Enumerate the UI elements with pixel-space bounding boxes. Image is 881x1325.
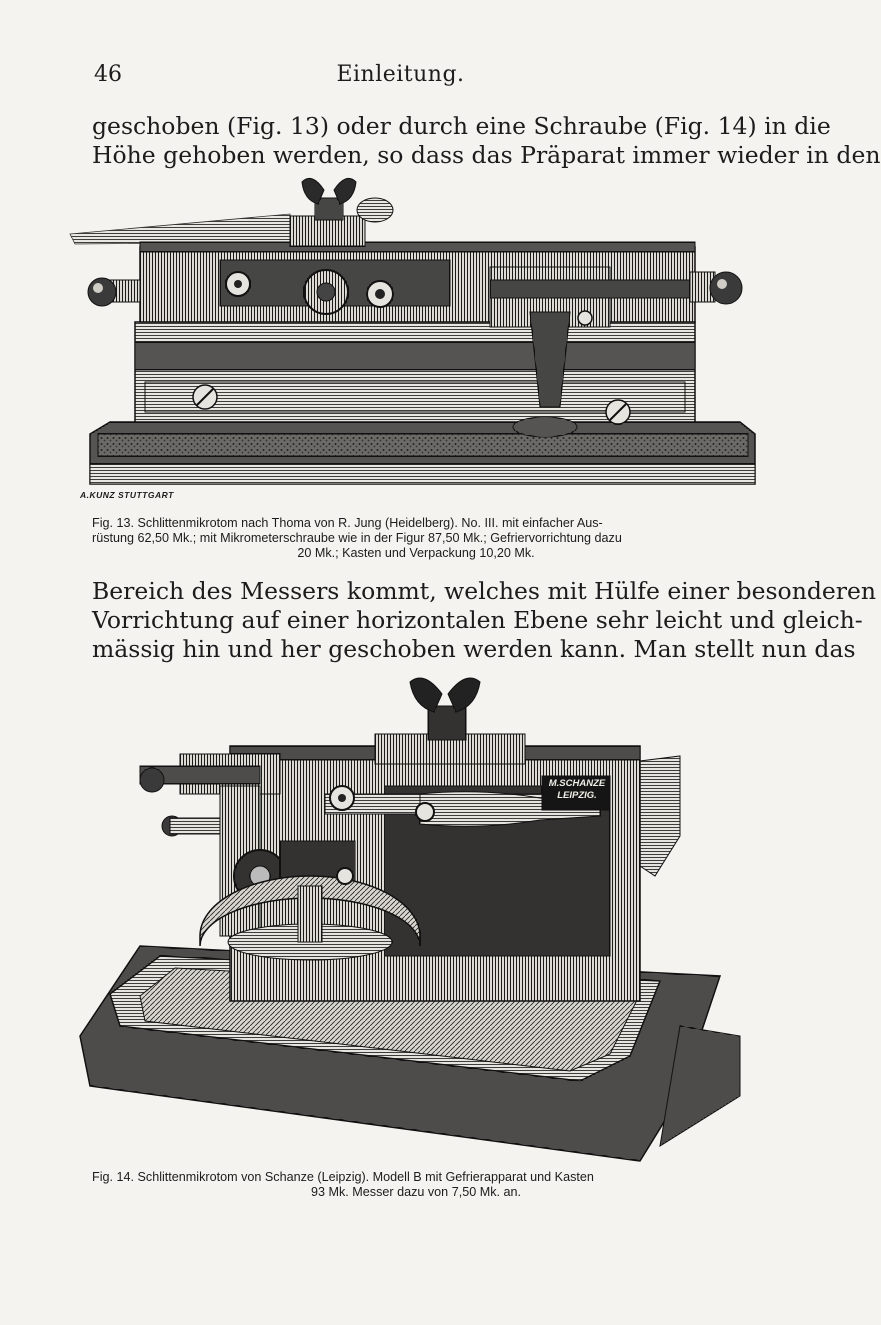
maker-plate-line: LEIPZIG. xyxy=(557,790,597,801)
page-number: 46 xyxy=(94,62,122,87)
figure-13-microtome-engraving xyxy=(70,172,760,492)
caption-line: Fig. 13. Schlittenmikrotom nach Thoma von R. Jung (Heidelberg). No. III. mit einfacher Aus- xyxy=(92,516,603,530)
caption-line: 93 Mk. Messer dazu von 7,50 Mk. an. xyxy=(311,1185,521,1199)
caption-line: 20 Mk.; Kasten und Verpackung 10,20 Mk. xyxy=(297,546,535,560)
engraver-mark: A.KUNZ STUTTGART xyxy=(80,490,174,500)
figure-14-microtome-engraving xyxy=(80,676,745,1166)
page-header xyxy=(0,62,801,96)
maker-plate xyxy=(544,778,610,802)
figure-13-caption xyxy=(92,516,740,561)
paragraph-2 xyxy=(92,577,877,664)
maker-plate-line: M.SCHANZE xyxy=(548,778,606,789)
text-line: Vorrichtung auf einer horizontalen Ebene sehr leicht und gleich- xyxy=(92,606,863,634)
figure-14-caption xyxy=(92,1170,740,1200)
text-line: Bereich des Messers kommt, welches mit Hülfe einer besonderen xyxy=(92,577,877,605)
text-line: mässig hin und her geschoben werden kann. Man stellt nun das xyxy=(92,635,856,663)
caption-line: rüstung 62,50 Mk.; mit Mikrometerschraube wie in der Figur 87,50 Mk.; Gefriervorrichtung dazu xyxy=(92,531,622,545)
paragraph-1 xyxy=(92,112,881,170)
running-head: Einleitung. xyxy=(336,62,465,87)
caption-line: Fig. 14. Schlittenmikrotom von Schanze (Leipzig). Modell B mit Gefrierapparat und Kasten xyxy=(92,1170,594,1184)
text-line: Höhe gehoben werden, so dass das Präparat immer wieder in den xyxy=(92,141,881,169)
text-line: geschoben (Fig. 13) oder durch eine Schraube (Fig. 14) in die xyxy=(92,112,831,140)
